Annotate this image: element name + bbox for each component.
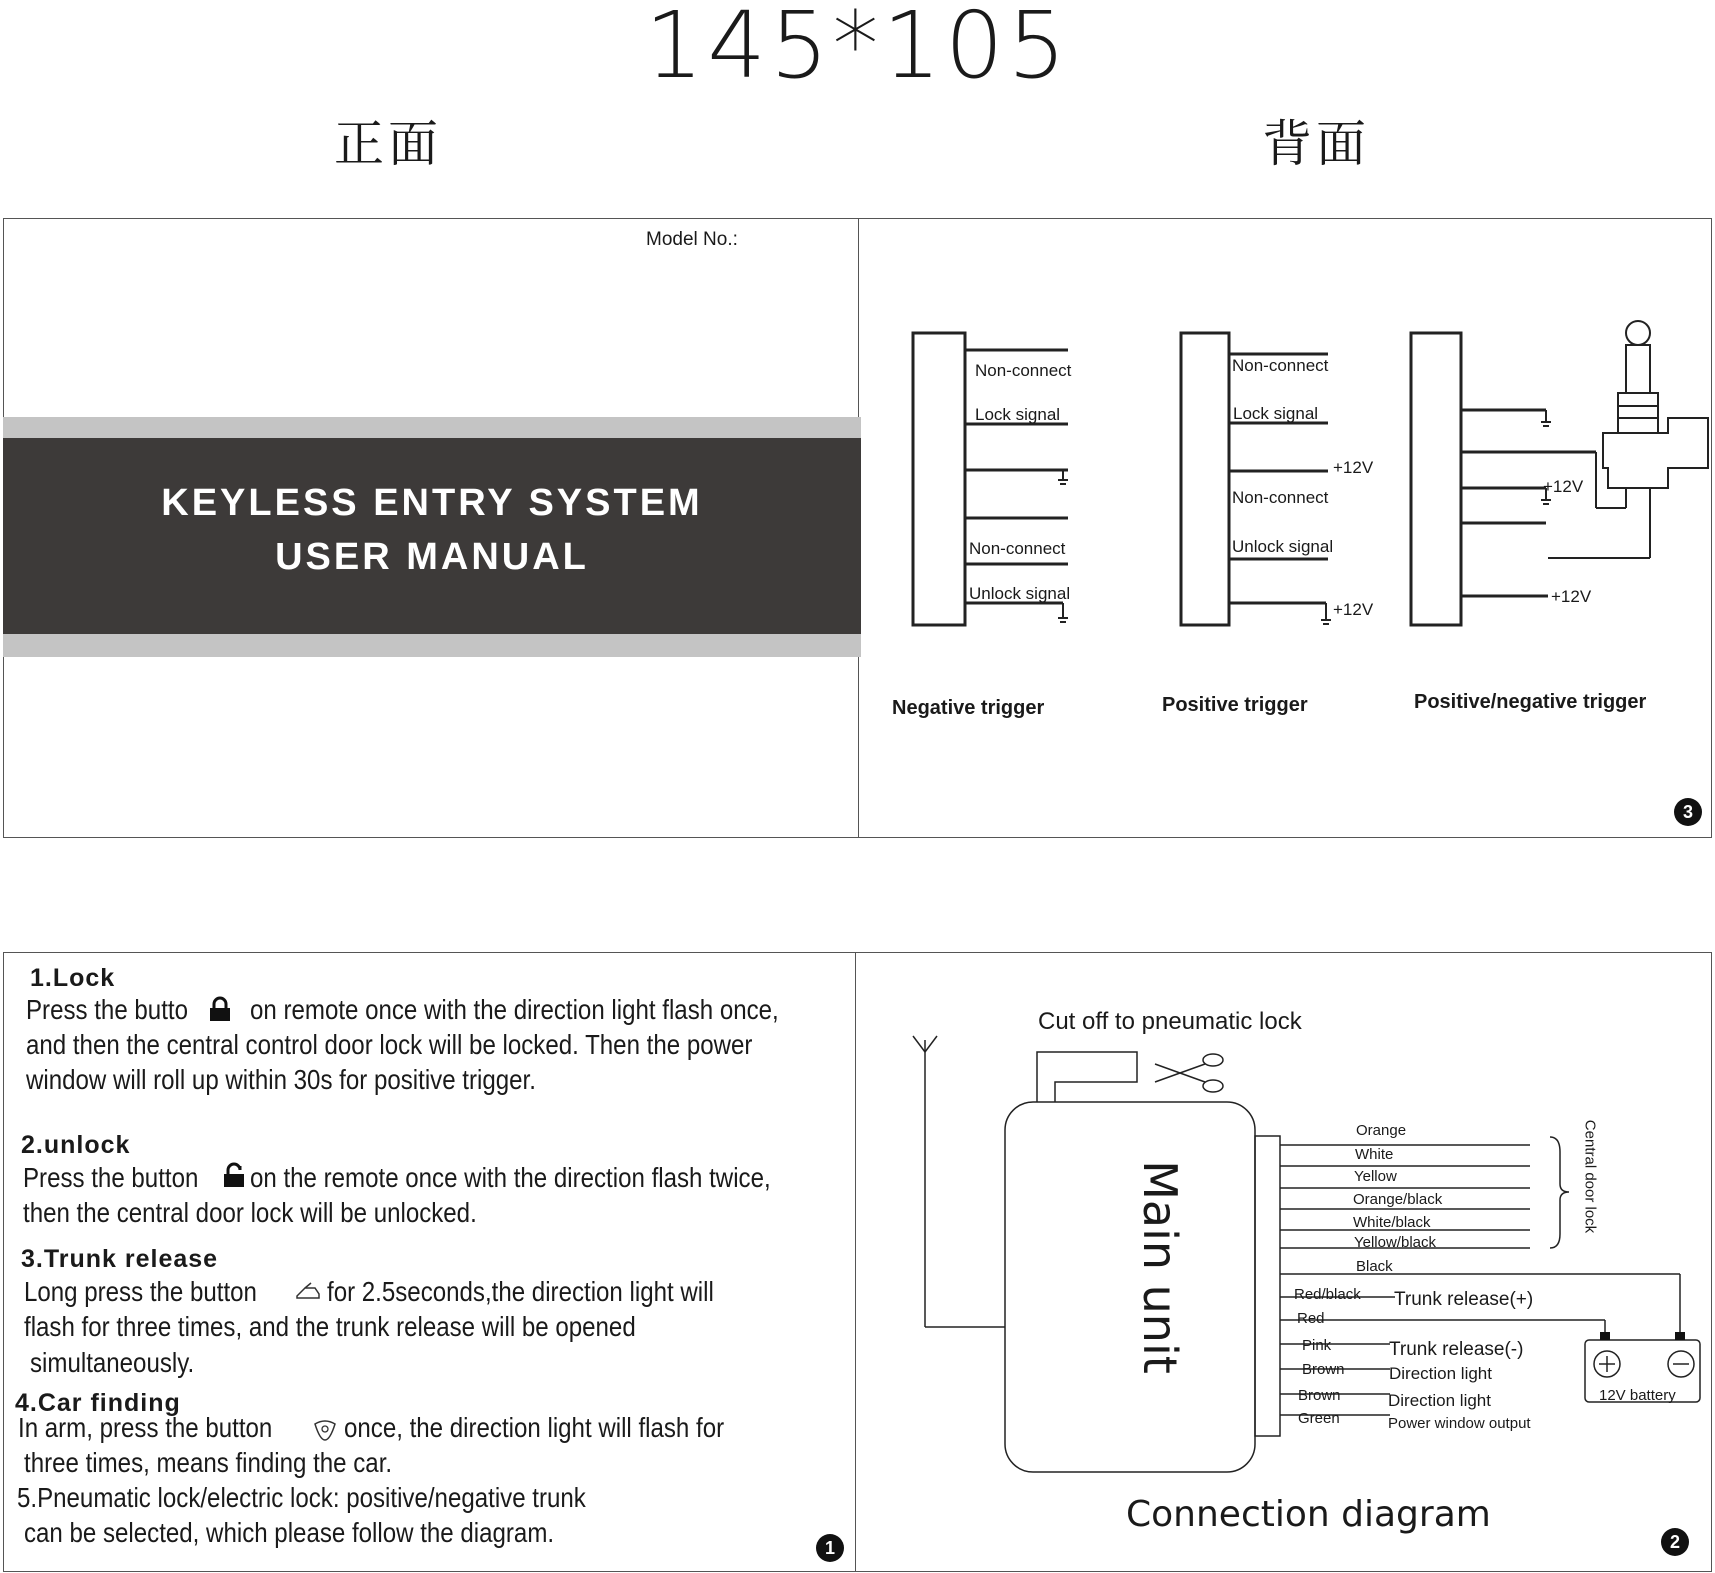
trunk-line-2: flash for three times, and the trunk release will be opened [24, 1311, 636, 1342]
car-finding-heading: 4.Car finding [15, 1389, 181, 1417]
print-size-title: 145*105 [644, 0, 1071, 99]
trigger-diagrams [858, 218, 1712, 838]
posneg-label-12v-1: +12V [1543, 477, 1584, 496]
lock-line-1b: on remote once with the direction light flash once, [250, 994, 779, 1025]
trunk-heading: 3.Trunk release [21, 1245, 219, 1273]
wire-brown-2: Brown [1298, 1387, 1341, 1404]
neg-label-non-connect-1: Non-connect [975, 361, 1072, 380]
wire-green: Green [1298, 1410, 1340, 1427]
func-trunk-release-neg: Trunk release(-) [1389, 1339, 1524, 1360]
lock-icon [208, 996, 232, 1022]
trunk-icon [295, 1282, 321, 1302]
positive-trigger-title: Positive trigger [1162, 694, 1308, 716]
wire-brown-1: Brown [1302, 1361, 1345, 1378]
connection-diagram [855, 952, 1712, 1572]
car-finding-line-2: three times, means finding the car. [24, 1447, 393, 1478]
unlock-heading: 2.unlock [21, 1131, 131, 1159]
cover-title-line2: USER MANUAL [275, 536, 589, 578]
page-number-3: 3 [1674, 798, 1702, 826]
central-door-lock-label: Central door lock [1581, 1119, 1599, 1234]
func-trunk-release-pos: Trunk release(+) [1394, 1289, 1534, 1310]
unlock-line-2: then the central door lock will be unlocked. [23, 1197, 477, 1228]
trunk-line-3: simultaneously. [30, 1347, 195, 1378]
negative-trigger-title: Negative trigger [892, 697, 1045, 719]
wire-yellow-black: Yellow/black [1354, 1234, 1436, 1251]
wire-pink: Pink [1302, 1337, 1332, 1354]
pneumatic-line-2: can be selected, which please follow the diagram. [24, 1517, 555, 1548]
neg-label-non-connect-2: Non-connect [969, 539, 1066, 558]
lock-line-2: and then the central control door lock will be locked. Then the power [26, 1029, 753, 1060]
wire-black: Black [1356, 1258, 1393, 1275]
lock-line-1a: Press the butto [26, 994, 188, 1025]
func-power-window: Power window output [1388, 1415, 1531, 1432]
wire-orange-black: Orange/black [1353, 1191, 1443, 1208]
trunk-line-1a: Long press the button [24, 1276, 257, 1307]
unlock-line-1a: Press the button [23, 1162, 199, 1193]
car-finding-line-1a: In arm, press the button [18, 1412, 273, 1443]
positive-trigger-connector [1181, 333, 1229, 625]
car-finding-line-1b: once, the direction light will flash for [344, 1412, 725, 1443]
cut-off-label: Cut off to pneumatic lock [1038, 1008, 1302, 1035]
lock-heading: 1.Lock [30, 964, 116, 992]
neg-label-unlock-signal: Unlock signal [969, 584, 1071, 603]
func-direction-light-1: Direction light [1389, 1364, 1492, 1383]
cover-title-line1: KEYLESS ENTRY SYSTEM [161, 482, 703, 524]
wire-red: Red [1297, 1310, 1325, 1327]
pos-label-non-connect-2: Non-connect [1232, 488, 1329, 507]
connection-diagram-title: Connection diagram [1126, 1494, 1491, 1535]
wire-yellow: Yellow [1354, 1168, 1397, 1185]
front-side-label: 正面 [334, 115, 442, 173]
posneg-trigger-connector [1411, 333, 1461, 625]
page-number-1: 1 [816, 1534, 844, 1562]
pos-label-12v-2: +12V [1333, 600, 1374, 619]
pos-label-12v-1: +12V [1333, 458, 1374, 477]
back-side-label: 背面 [1262, 115, 1370, 173]
negative-trigger-connector [913, 333, 965, 625]
model-number-label: Model No.: [646, 229, 738, 250]
wire-white: White [1355, 1146, 1394, 1163]
unlock-line-1b: on the remote once with the direction flash twice, [250, 1162, 771, 1193]
pneumatic-line-1: 5.Pneumatic lock/electric lock: positive/negative trunk [17, 1482, 586, 1513]
trunk-line-1b: for 2.5seconds,the direction light will [327, 1276, 714, 1307]
lock-line-3: window will roll up within 30s for positive trigger. [26, 1064, 536, 1095]
pos-label-unlock-signal: Unlock signal [1232, 537, 1334, 556]
wire-red-black: Red/black [1294, 1286, 1361, 1303]
battery-label: 12V battery [1599, 1387, 1676, 1404]
wire-white-black: White/black [1353, 1214, 1431, 1231]
func-direction-light-2: Direction light [1388, 1391, 1491, 1410]
unlock-icon [222, 1162, 246, 1188]
pos-label-lock-signal: Lock signal [1233, 404, 1319, 423]
car-finder-icon [312, 1418, 338, 1442]
posneg-trigger-title: Positive/negative trigger [1414, 691, 1647, 713]
neg-label-lock-signal: Lock signal [975, 405, 1061, 424]
actuator-plunger [1626, 321, 1650, 345]
wire-orange: Orange [1356, 1122, 1407, 1139]
page-number-2: 2 [1661, 1528, 1689, 1556]
main-unit-label: Main unit [1133, 1160, 1187, 1374]
pos-label-non-connect-1: Non-connect [1232, 356, 1329, 375]
posneg-label-12v-2: +12V [1551, 587, 1592, 606]
